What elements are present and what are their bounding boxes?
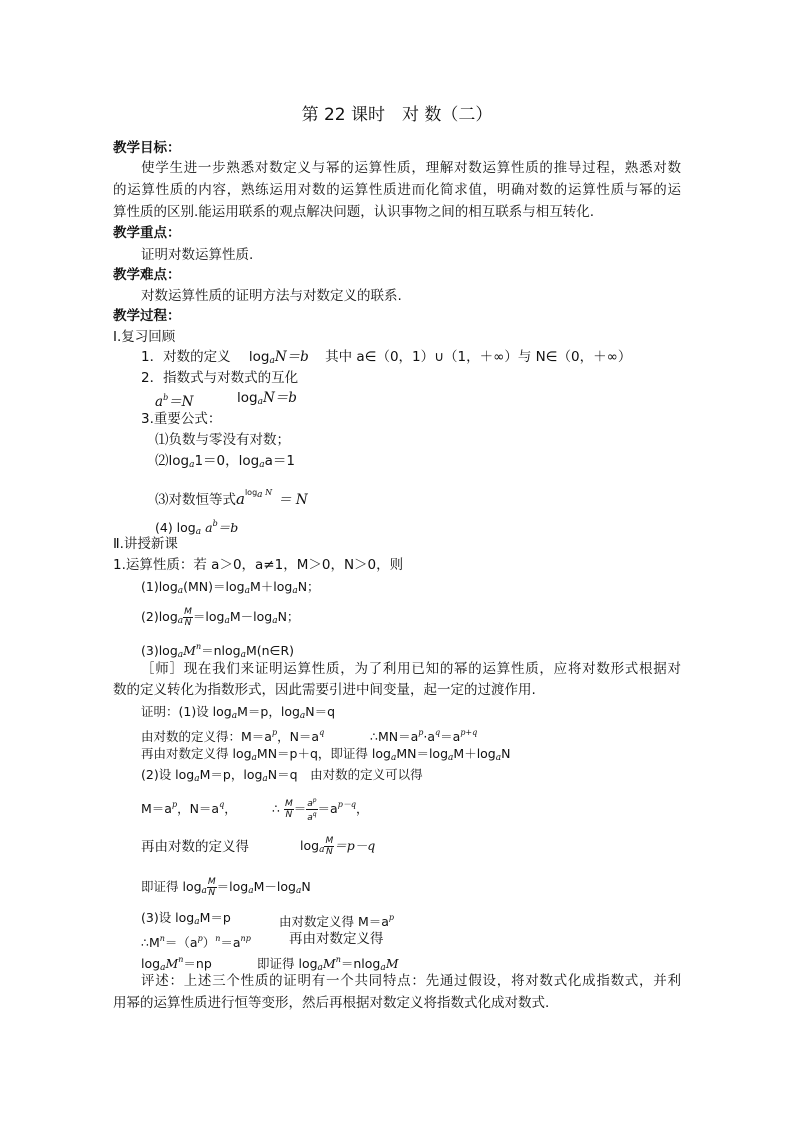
formula-4: (4) $\log_a a^b=b$ — [155, 519, 239, 537]
fraction-m-over-n: $\frac{M}{N}$ — [184, 607, 192, 628]
objectives-line-1: 使学生进一步熟悉对数定义与幂的运算性质，理解对数运算性质的推导过程，熟悉对数 — [141, 160, 681, 176]
process-heading: 教学过程： — [113, 308, 181, 324]
proof-2-line-4: 即证得 $\log_a$ $\frac{M}{N}$ $=\log_aM-\log_aN$ — [141, 877, 311, 898]
log-form: $\log_aN=b$ — [237, 390, 297, 407]
proof-1-line-3: 再由对数定义得 $\log_aMN=p+q$，即证得 $\log_aMN=\log_aM+\log_aN$ — [141, 746, 511, 763]
page-title: 第 22 课时 对 数（二） — [301, 105, 493, 125]
property-1: $(1)\log_a(MN)=\log_aM+\log_aN$； — [141, 579, 320, 596]
key-points-heading: 教学重点： — [113, 225, 181, 241]
proof-2-line-3: 再由对数的定义得 — [141, 839, 249, 855]
comment-line-1: 评述：上述三个性质的证明有一个共同特点：先通过假设，将对数式化成指数式，并利 — [141, 973, 681, 989]
review-item-1 — [141, 348, 631, 370]
review-item-3: 3.重要公式： — [141, 411, 222, 427]
proof-3-line-2: $\therefore M^n=(a^p)^n=a^{np}$ — [141, 934, 251, 950]
comment-line-2: 用幂的运算性质进行恒等变形，然后再根据对数定义将指数式化成对数式. — [113, 995, 550, 1011]
properties-label: 1.运算性质：若 a＞0，a≠1，M＞0，N＞0，则 — [113, 557, 404, 573]
log-definition: $\log_aN=b$ — [248, 349, 309, 366]
new-lesson-heading: Ⅱ.讲授新课 — [113, 536, 178, 552]
teacher-line-2: 数的定义转化为指数形式，因此需要引进中间变量，起一定的过渡作用. — [113, 682, 536, 698]
objectives-heading: 教学目标： — [113, 140, 181, 156]
formula-3: ⑶对数恒等式$a^{log_a N} = N$ — [155, 488, 308, 508]
exp-form: $a^b=N$ — [155, 393, 194, 410]
proof-3-line-3: $\log_aM^n=np$ — [141, 955, 212, 973]
formula-2: $⑵\log_a1=0$，$\log_aa=1$ — [155, 453, 295, 470]
review-item-1-label: 1．对数的定义 — [141, 349, 231, 365]
objectives-line-3: 算性质的区别.能运用联系的观点解决问题，认识事物之间的相互联系与相互转化. — [113, 204, 595, 220]
proof-3-line-1: (3)设 $\log_aM=p$ — [141, 910, 231, 927]
difficulty-text: 对数运算性质的证明方法与对数定义的联系. — [141, 288, 402, 304]
proof-1-line-2: 由对数的定义得：$M=a^p$，$N=a^q$ — [141, 728, 325, 744]
review-item-2: 2．指数式与对数式的互化 — [141, 370, 299, 386]
proof-2-line-1: (2)设 $\log_aM=p$，$\log_aN=q$ 由对数的定义可以得 — [141, 767, 423, 784]
proof-3-line-1-right: 由对数定义得 $M=a^p$ — [279, 913, 395, 929]
formula-1: ⑴负数与零没有对数； — [155, 432, 290, 448]
proof-1-line-1: 证明：(1)设 $\log_aM=p$，$\log_aN=q$ — [141, 704, 336, 721]
property-2: $(2)\log_a$ $\frac{M}{N}$ $=\log_aM-\log_aN$； — [141, 607, 300, 628]
log-definition-condition: 其中 a∈（0，1）∪（1，＋∞）与 N∈（0，＋∞） — [325, 349, 632, 365]
objectives-line-2: 的运算性质的内容，熟练运用对数的运算性质进而化简求值，明确对数的运算性质与幂的运 — [113, 182, 681, 198]
review-heading: Ⅰ.复习回顾 — [113, 329, 176, 345]
difficulty-heading: 教学难点： — [113, 267, 181, 283]
proof-2-line-2-result: ∴ $\frac{M}{N}$ ＝ $\frac{a^p}{a^q}$ $=a^{p-q}$， — [272, 797, 369, 823]
proof-2-line-2: $M=a^p$，$N=a^q$， — [141, 800, 237, 816]
proof-1-line-2-result: $\therefore MN=a^p\cdot a^q=a^{p+q}$ — [370, 728, 478, 744]
property-3: $(3)\log_aM^n=nlog_aM(n\in R)$ — [141, 642, 295, 660]
teacher-line-1: ［师］现在我们来证明运算性质，为了利用已知的幂的运算性质，应将对数形式根据对 — [141, 661, 681, 677]
proof-2-line-3-formula: $\log_a$ $\frac{M}{N}$ ＝p－q — [300, 836, 376, 857]
proof-3-line-2-right: 再由对数定义得 — [289, 931, 384, 947]
key-points-text: 证明对数运算性质. — [141, 247, 254, 263]
proof-3-line-3-right: 即证得 $\log_aM^n=nlog_aM$ — [257, 955, 399, 973]
